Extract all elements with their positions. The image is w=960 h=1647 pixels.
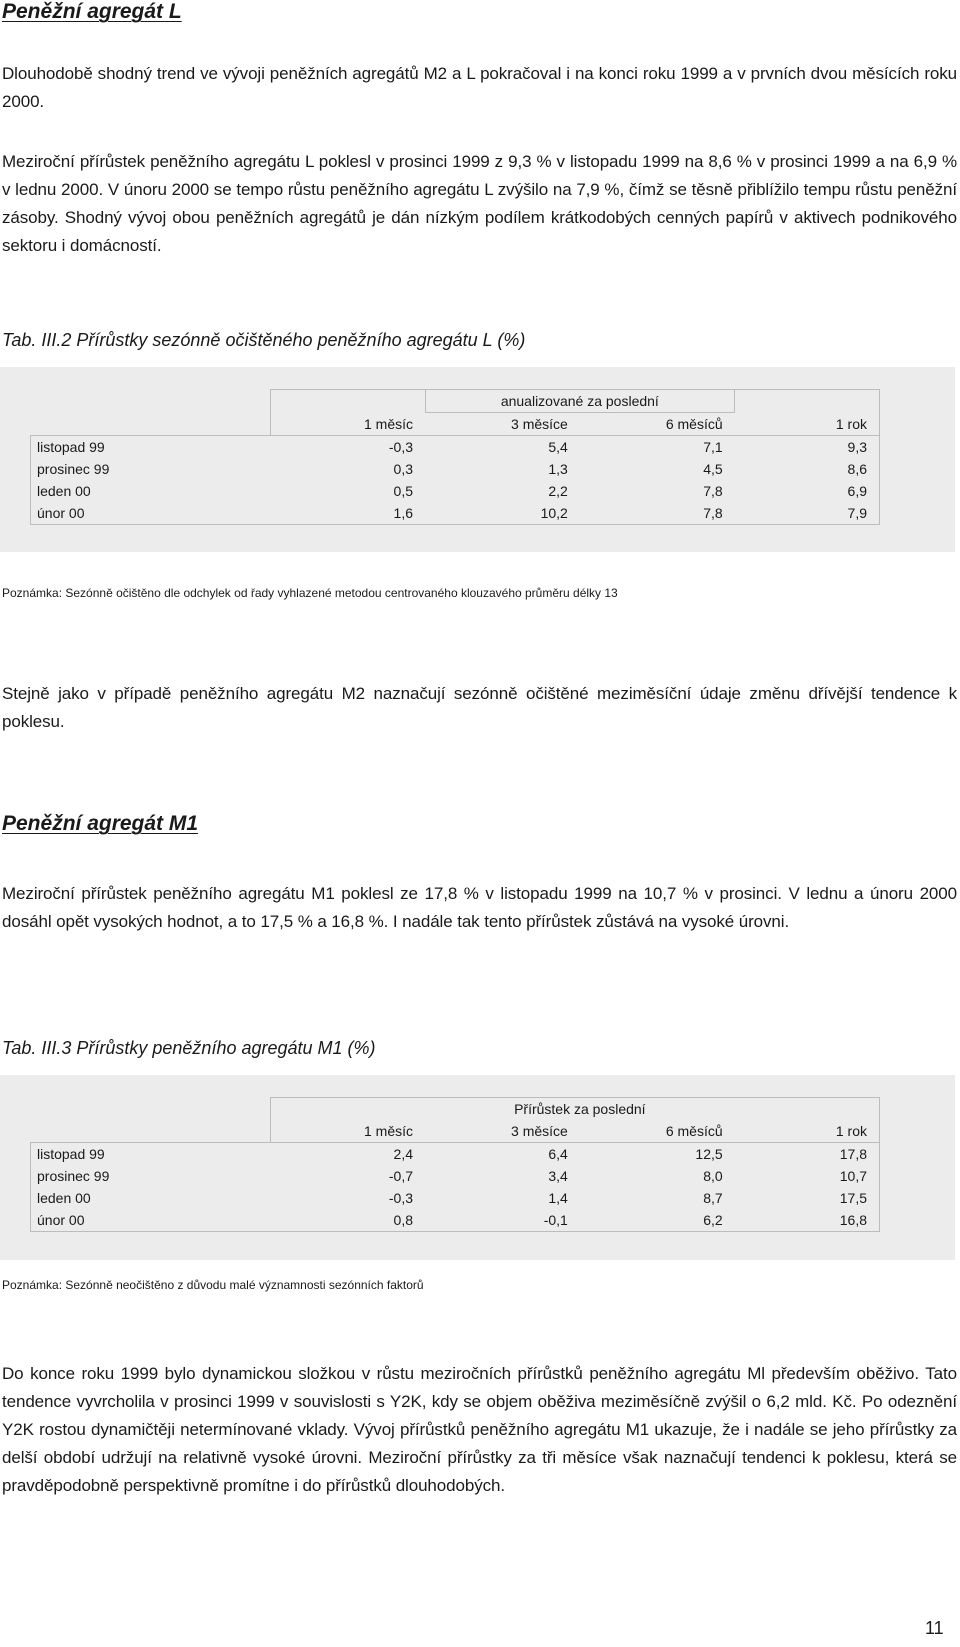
cell: -0,3 [388, 1190, 413, 1206]
row-label: listopad 99 [31, 436, 271, 459]
cell: 5,4 [548, 439, 568, 455]
paragraph-l-growth: Meziroční přírůstek peněžního agregátu L poklesl v prosinci 1999 z 9,3 % v listopadu 1999 na 8,6 % v prosinci 1999 a na 6,9 % v lednu 2000. V únoru 2000 se tempo růstu peněžního agregátu L zvýšilo na 7,9 %, čímž se těsně přiblížilo tempu růstu peněžní zásoby. Shodný vývoj obou peněžních agregátů je dán nízkým podílem krátkodobých cenných papírů v aktivech podnikového sektoru i domácností. [2, 152, 957, 255]
section-heading-m1: Peněžní agregát M1 [2, 812, 199, 835]
cell: 7,9 [735, 502, 880, 525]
table3-col-header: 1 měsíc [270, 1120, 425, 1143]
table-row [31, 458, 880, 480]
cell: 3,4 [548, 1168, 568, 1184]
table3-note: Poznámka: Sezónně neočištěno z důvodu malé významnosti sezónních faktorů [2, 1278, 424, 1292]
row-label: leden 00 [31, 1187, 271, 1209]
table3-panel [0, 1075, 955, 1260]
cell: 17,5 [735, 1187, 880, 1209]
table2-col-header: 3 měsíce [425, 413, 580, 436]
row-label: únor 00 [31, 502, 271, 525]
paragraph-final: Do konce roku 1999 bylo dynamickou složkou v růstu meziročních přírůstků peněžního agregátu Ml především oběživo. Tato tendence vyvrcholila v prosinci 1999 v souvislosti s Y2K, kdy se objem oběživa meziměsíčně zvýšil o 6,2 mld. Kč. Po odeznění Y2K rostou dynamičtěji netermínované vklady. Vývoj přírůstků peněžního agregátu M1 ukazuje, že i nadále se jeho přírůstky za delší období udržují na relativně vysoké úrovni. Meziroční přírůstky za tři měsíce však naznačují tendenci k poklesu, která se pravděpodobně perspektivně promítne i do přírůstků dlouhodobých. [2, 1364, 957, 1495]
table-row [31, 436, 880, 459]
cell: 16,8 [735, 1209, 880, 1232]
section-heading-l: Peněžní agregát L [2, 0, 182, 23]
cell: 9,3 [735, 436, 880, 459]
table3-group-header: Přírůstek za poslední [425, 1098, 735, 1121]
table2-col-header: 1 rok [735, 413, 880, 436]
cell: 2,4 [393, 1146, 413, 1162]
cell: 6,4 [548, 1146, 568, 1162]
row-label: prosinec 99 [31, 1165, 271, 1187]
row-label: prosinec 99 [31, 458, 271, 480]
cell: 8,0 [703, 1168, 723, 1184]
table2-col-header: 6 měsíců [580, 413, 735, 436]
cell: 17,8 [735, 1143, 880, 1166]
table-row [31, 1165, 880, 1187]
row-label: únor 00 [31, 1209, 271, 1232]
table2 [30, 389, 880, 525]
table2-note: Poznámka: Sezónně očištěno dle odchylek od řady vyhlazené metodou centrovaného klouzavého průměru délky 13 [2, 586, 618, 600]
cell: 7,8 [703, 483, 723, 499]
table-row [31, 1209, 880, 1232]
cell: -0,3 [388, 439, 413, 455]
cell: 2,2 [548, 483, 568, 499]
cell: 10,7 [735, 1165, 880, 1187]
cell: 0,8 [270, 1209, 425, 1232]
table3-caption: Tab. III.3 Přírůstky peněžního agregátu M1 (%) [2, 1038, 376, 1058]
table3 [30, 1097, 880, 1232]
cell: 10,2 [425, 502, 580, 525]
cell: 1,3 [548, 461, 568, 477]
cell: 1,6 [270, 502, 425, 525]
table-row [31, 480, 880, 502]
table2-caption: Tab. III.2 Přírůstky sezónně očištěného peněžního agregátu L (%) [2, 330, 526, 350]
cell: 0,3 [393, 461, 413, 477]
cell: -0,7 [388, 1168, 413, 1184]
table2-panel [0, 367, 955, 552]
paragraph-after-table2: Stejně jako v případě peněžního agregátu M2 naznačují sezónně očištěné meziměsíční údaje změnu dřívější tendence k poklesu. [2, 684, 957, 731]
cell: 8,6 [735, 458, 880, 480]
cell: 4,5 [703, 461, 723, 477]
table-row [31, 1187, 880, 1209]
table3-col-header: 3 měsíce [425, 1120, 580, 1143]
table-row [31, 502, 880, 525]
table2-group-header: anualizované za poslední [425, 390, 735, 413]
cell: 12,5 [695, 1146, 723, 1162]
table3-col-header: 1 rok [735, 1120, 880, 1143]
cell: 0,5 [393, 483, 413, 499]
cell: 6,2 [580, 1209, 735, 1232]
cell: -0,1 [425, 1209, 580, 1232]
table-row [31, 1143, 880, 1166]
page-number: 11 [925, 1618, 944, 1638]
row-label: leden 00 [31, 480, 271, 502]
table2-col-header: 1 měsíc [270, 413, 425, 436]
table3-col-header: 6 měsíců [580, 1120, 735, 1143]
paragraph-l-intro: Dlouhodobě shodný trend ve vývoji peněžních agregátů M2 a L pokračoval i na konci roku 1999 a v prvních dvou měsících roku 2000. [2, 64, 957, 111]
cell: 7,1 [703, 439, 723, 455]
paragraph-m1: Meziroční přírůstek peněžního agregátu M1 poklesl ze 17,8 % v listopadu 1999 na 10,7 % v prosinci. V lednu a únoru 2000 dosáhl opět vysokých hodnot, a to 17,5 % a 16,8 %. I nadále tak tento přírůstek zůstává na vysoké úrovni. [2, 884, 957, 931]
cell: 8,7 [703, 1190, 723, 1206]
cell: 1,4 [548, 1190, 568, 1206]
row-label: listopad 99 [31, 1143, 271, 1166]
cell: 6,9 [735, 480, 880, 502]
cell: 7,8 [580, 502, 735, 525]
